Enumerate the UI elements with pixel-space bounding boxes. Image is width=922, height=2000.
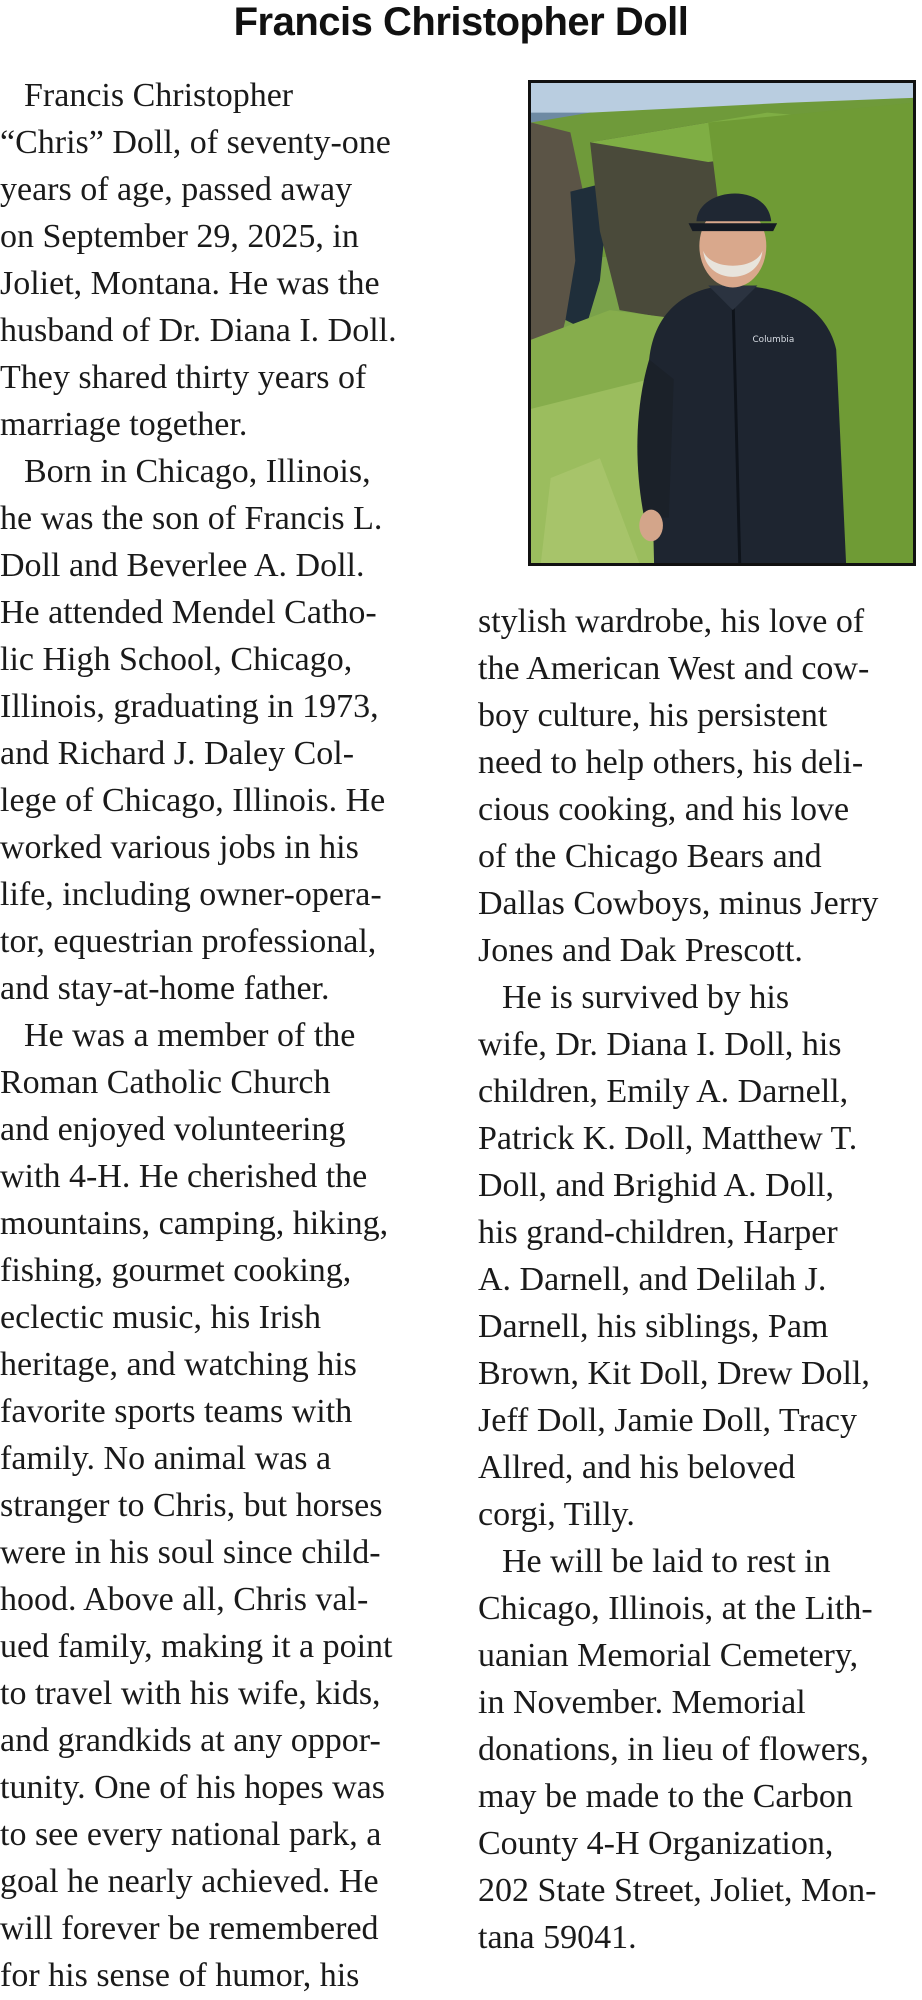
text-line: on September 29, 2025, in [0, 218, 359, 255]
text-line: to travel with his wife, kids, [0, 1675, 381, 1712]
jacket-logo-text: Columbia [752, 334, 795, 345]
text-line: hood. Above all, Chris val- [0, 1581, 369, 1618]
text-line: in November. Memorial [478, 1684, 806, 1721]
text-line: fishing, gourmet cooking, [0, 1252, 352, 1289]
text-line: were in his soul since child- [0, 1534, 381, 1571]
text-line: Chicago, Illinois, at the Lith- [478, 1590, 873, 1627]
text-line: family. No animal was a [0, 1440, 332, 1477]
text-line: Born in Chicago, Illinois, [24, 453, 371, 490]
text-line: he was the son of Francis L. [0, 500, 383, 537]
text-line: He attended Mendel Catho- [0, 594, 377, 631]
text-line: goal he nearly achieved. He [0, 1863, 379, 1900]
text-line: and Richard J. Daley Col- [0, 735, 355, 772]
obituary-paragraph [0, 448, 462, 1012]
obituary-paragraph [0, 1012, 462, 1999]
text-line: A. Darnell, and Delilah J. [478, 1261, 827, 1298]
text-line: wife, Dr. Diana I. Doll, his [478, 1026, 842, 1063]
portrait-photo [528, 80, 916, 566]
text-line: Dallas Cowboys, minus Jerry [478, 885, 879, 922]
text-line: for his sense of humor, his [0, 1957, 360, 1994]
text-line: Francis Christopher [24, 77, 294, 114]
text-line: husband of Dr. Diana I. Doll. [0, 312, 397, 349]
text-line: uanian Memorial Cemetery, [478, 1637, 859, 1674]
text-line: donations, in lieu of flowers, [478, 1731, 869, 1768]
text-line: worked various jobs in his [0, 829, 359, 866]
text-line: Doll and Beverlee A. Doll. [0, 547, 365, 584]
text-line: years of age, passed away [0, 171, 353, 208]
text-line: lic High School, Chicago, [0, 641, 353, 678]
text-line: Jones and Dak Prescott. [478, 932, 803, 969]
text-line: Patrick K. Doll, Matthew T. [478, 1120, 858, 1157]
obituary-left-column [0, 72, 462, 1999]
text-line: corgi, Tilly. [478, 1496, 635, 1533]
text-line: Illinois, graduating in 1973, [0, 688, 379, 725]
text-line: Roman Catholic Church [0, 1064, 331, 1101]
text-line: life, including owner-opera- [0, 876, 382, 913]
text-line: will forever be remembered [0, 1910, 379, 1947]
text-line: Doll, and Brighid A. Doll, [478, 1167, 835, 1204]
obituary-paragraph [478, 974, 922, 1538]
text-line: ued family, making it a point [0, 1628, 393, 1665]
portrait-photo-image [531, 83, 913, 563]
text-line: eclectic music, his Irish [0, 1299, 322, 1336]
text-line: stylish wardrobe, his love of [478, 603, 865, 640]
text-line: favorite sports teams with [0, 1393, 353, 1430]
text-line: and enjoyed volunteering [0, 1111, 346, 1148]
text-line: “Chris” Doll, of seventy-one [0, 124, 391, 161]
text-line: He will be laid to rest in [502, 1543, 831, 1580]
obituary-paragraph [478, 1538, 922, 1961]
text-line: He was a member of the [24, 1017, 356, 1054]
obituary-paragraph [0, 72, 462, 448]
text-line: with 4-H. He cherished the [0, 1158, 368, 1195]
text-line: Jeff Doll, Jamie Doll, Tracy [478, 1402, 858, 1439]
text-line: cious cooking, and his love [478, 791, 850, 828]
obituary-paragraph [478, 598, 922, 974]
obituary-title: Francis Christopher Doll [233, 0, 689, 44]
text-line: Allred, and his beloved [478, 1449, 796, 1486]
text-line: mountains, camping, hiking, [0, 1205, 389, 1242]
text-line: the American West and cow- [478, 650, 870, 687]
text-line: County 4-H Organization, [478, 1825, 834, 1862]
obituary-right-column [478, 598, 922, 1961]
text-line: his grand-children, Harper [478, 1214, 838, 1251]
text-line: tunity. One of his hopes was [0, 1769, 385, 1806]
text-line: He is survived by his [502, 979, 790, 1016]
text-line: and stay-at-home father. [0, 970, 330, 1007]
text-line: of the Chicago Bears and [478, 838, 822, 875]
text-line: tana 59041. [478, 1919, 637, 1956]
text-line: stranger to Chris, but horses [0, 1487, 383, 1524]
text-line: and grandkids at any oppor- [0, 1722, 381, 1759]
text-line: heritage, and watching his [0, 1346, 357, 1383]
text-line: tor, equestrian professional, [0, 923, 377, 960]
text-line: boy culture, his persistent [478, 697, 828, 734]
text-line: lege of Chicago, Illinois. He [0, 782, 386, 819]
text-line: Darnell, his siblings, Pam [478, 1308, 829, 1345]
text-line: Brown, Kit Doll, Drew Doll, [478, 1355, 870, 1392]
text-line: marriage together. [0, 406, 248, 443]
text-line: to see every national park, a [0, 1816, 382, 1853]
text-line: children, Emily A. Darnell, [478, 1073, 849, 1110]
text-line: need to help others, his deli- [478, 744, 864, 781]
text-line: may be made to the Carbon [478, 1778, 853, 1815]
text-line: They shared thirty years of [0, 359, 367, 396]
text-line: Joliet, Montana. He was the [0, 265, 380, 302]
text-line: 202 State Street, Joliet, Mon- [478, 1872, 877, 1909]
